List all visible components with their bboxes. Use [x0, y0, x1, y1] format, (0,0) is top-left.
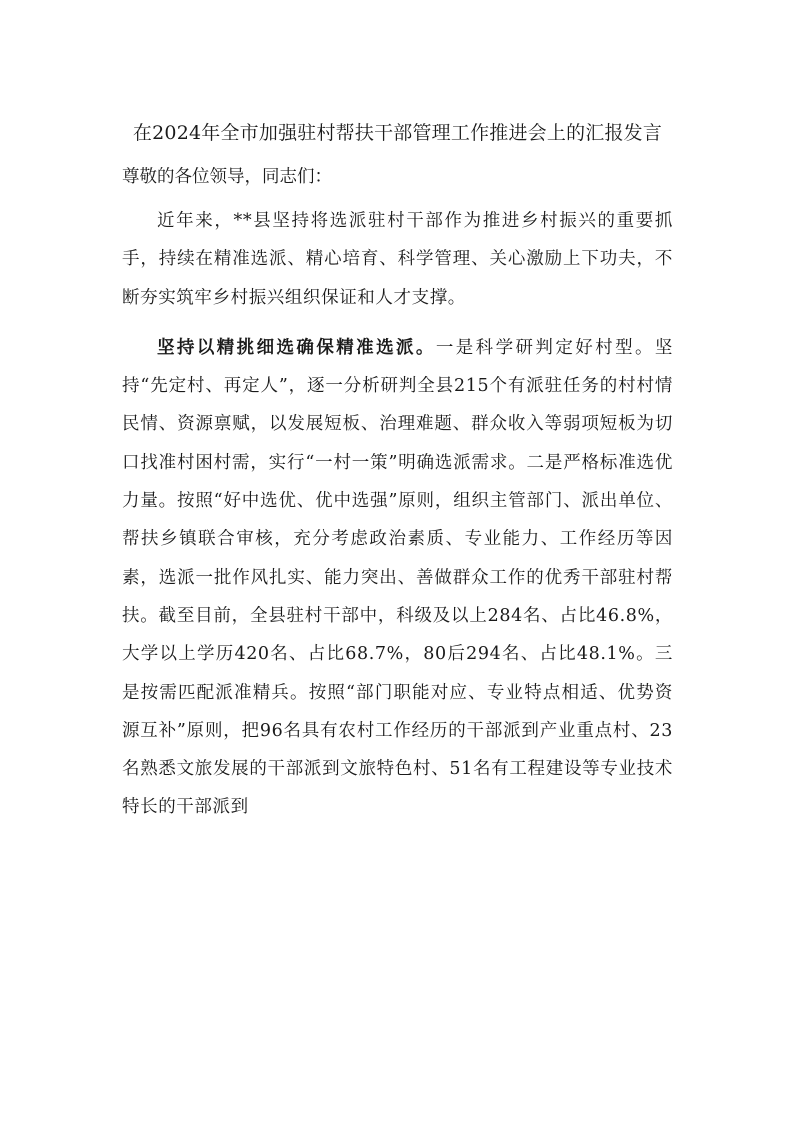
- section-heading: 坚持以精挑细选确保精准选派。: [157, 337, 436, 358]
- document-body: [122, 112, 673, 827]
- document-title: 在2024年全市加强驻村帮扶干部管理工作推进会上的汇报发言: [132, 122, 663, 144]
- section-paragraph: [122, 329, 673, 827]
- section-body: 一是科学研判定好村型。坚持“先定村、再定人”，逐一分析研判全县215个有派驻任务的村村情民情、资源禀赋，以发展短板、治理难题、群众收入等弱项短板为切口找准村困村需，实行“一村一策”明确选派需求。二是严格标准选优力量。按照“好中选优、优中选强”原则，组织主管部门、派出单位、帮扶乡镇联合审核，充分考虑政治素质、专业能力、工作经历等因素，选派一批作风扎实、能力突出、善做群众工作的优秀干部驻村帮扶。截至目前，全县驻村干部中，科级及以上284名、占比46.8%，大学以上学历420名、占比68.7%，80后294名、占比48.1%。三是按需匹配派准精兵。按照“部门职能对应、专业特点相适、优势资源互补”原则，把96名具有农村工作经历的干部派到产业重点村、23名熟悉文旅发展的干部派到文旅特色村、51名有工程建设等专业技术特长的干部派到: [122, 337, 673, 818]
- salutation: 尊敬的各位领导，同志们：: [122, 167, 332, 187]
- intro-paragraph: 近年来，**县坚持将选派驻村干部作为推进乡村振兴的重要抓手，持续在精准选派、精心培育、科学管理、关心激励上下功夫，不断夯实筑牢乡村振兴组织保证和人才支撑。: [122, 211, 673, 308]
